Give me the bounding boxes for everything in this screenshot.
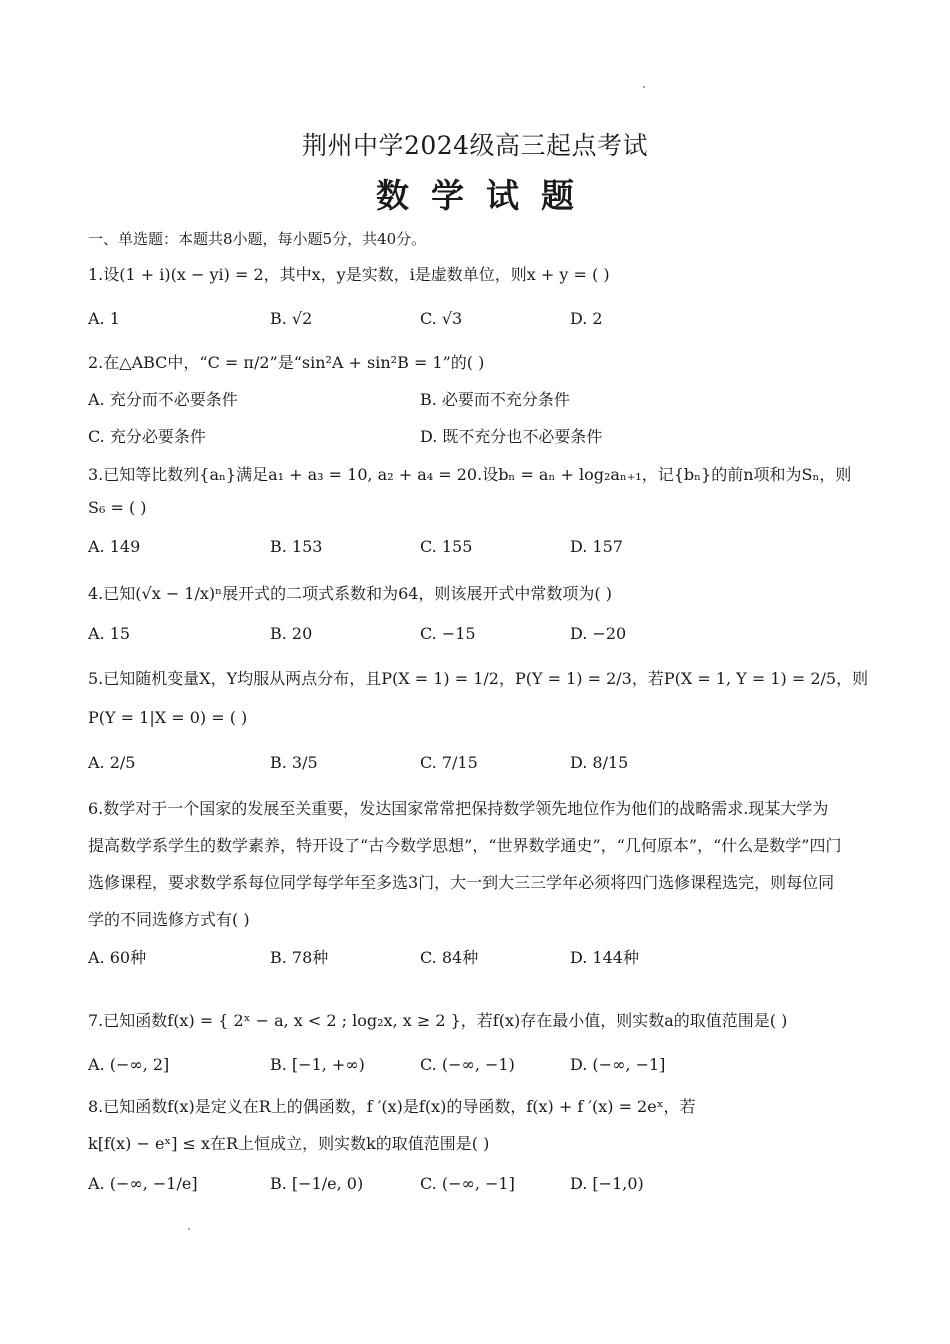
q5-option-b[interactable]: B. 3/5 xyxy=(270,753,318,772)
q5-option-d[interactable]: D. 8/15 xyxy=(570,753,629,772)
q3-option-b[interactable]: B. 153 xyxy=(270,537,323,556)
question-6-line-4: 学的不同选修方式有( ) xyxy=(88,910,250,929)
question-5-line-2: P(Y = 1|X = 0) = ( ) xyxy=(88,708,248,727)
question-3-line-1: 3.已知等比数列{aₙ}满足a₁ + a₃ = 10, a₂ + a₄ = 20.设bₙ = aₙ + log₂aₙ₊₁，记{bₙ}的前n项和为Sₙ，则 xyxy=(88,465,852,484)
q7-option-b[interactable]: B. [−1, +∞) xyxy=(270,1055,365,1074)
question-2: 2.在△ABC中，“C = π/2”是“sin²A + sin²B = 1”的( ) xyxy=(88,353,485,372)
q7-option-a[interactable]: A. (−∞, 2] xyxy=(88,1055,170,1074)
q1-option-c[interactable]: C. √3 xyxy=(420,309,463,328)
q7-option-c[interactable]: C. (−∞, −1) xyxy=(420,1055,515,1074)
q3-option-a[interactable]: A. 149 xyxy=(88,537,141,556)
q2-option-d[interactable]: D. 既不充分也不必要条件 xyxy=(420,427,603,446)
q4-option-c[interactable]: C. −15 xyxy=(420,624,476,643)
q1-option-a[interactable]: A. 1 xyxy=(88,309,120,328)
question-8-line-2: k[f(x) − eˣ] ≤ x在R上恒成立，则实数k的取值范围是( ) xyxy=(88,1134,490,1153)
question-4: 4.已知(√x − 1/x)ⁿ展开式的二项式系数和为64，则该展开式中常数项为( ) xyxy=(88,584,612,603)
question-6-line-3: 选修课程，要求数学系每位同学每学年至多选3门，大一到大三三学年必须将四门选修课程选完，则每位同 xyxy=(88,873,835,892)
q8-option-c[interactable]: C. (−∞, −1] xyxy=(420,1174,515,1193)
q5-option-c[interactable]: C. 7/15 xyxy=(420,753,478,772)
q6-option-b[interactable]: B. 78种 xyxy=(270,948,329,967)
q4-option-b[interactable]: B. 20 xyxy=(270,624,313,643)
q8-option-d[interactable]: D. [−1,0) xyxy=(570,1174,644,1193)
question-1: 1.设(1 + i)(x − yi) = 2，其中x，y是实数，i是虚数单位，则x + y = ( ) xyxy=(88,265,610,284)
q8-option-a[interactable]: A. (−∞, −1/e] xyxy=(88,1174,198,1193)
q3-option-c[interactable]: C. 155 xyxy=(420,537,473,556)
q1-option-b[interactable]: B. √2 xyxy=(270,309,313,328)
q6-option-c[interactable]: C. 84种 xyxy=(420,948,479,967)
q2-option-b[interactable]: B. 必要而不充分条件 xyxy=(420,390,570,409)
q5-option-a[interactable]: A. 2/5 xyxy=(88,753,136,772)
question-8-line-1: 8.已知函数f(x)是定义在R上的偶函数，f ′(x)是f(x)的导函数，f(x) + f ′(x) = 2eˣ，若 xyxy=(88,1097,696,1116)
q4-option-d[interactable]: D. −20 xyxy=(570,624,627,643)
q6-option-a[interactable]: A. 60种 xyxy=(88,948,147,967)
section-heading: 一、单选题：本题共8小题，每小题5分，共40分。 xyxy=(88,230,427,248)
question-6-line-1: 6.数学对于一个国家的发展至关重要，发达国家常常把保持数学领先地位作为他们的战略需求.现某大学为 xyxy=(88,799,829,818)
q8-option-b[interactable]: B. [−1/e, 0) xyxy=(270,1174,364,1193)
q2-option-c[interactable]: C. 充分必要条件 xyxy=(88,427,206,446)
question-6-line-2: 提高数学系学生的数学素养，特开设了“古今数学思想”，“世界数学通史”，“几何原本”，“什么是数学”四门 xyxy=(88,836,842,855)
subject-title: 数学试题 xyxy=(376,176,596,215)
q4-option-a[interactable]: A. 15 xyxy=(88,624,131,643)
scan-speck xyxy=(643,86,645,88)
q1-option-d[interactable]: D. 2 xyxy=(570,309,603,328)
q2-option-a[interactable]: A. 充分而不必要条件 xyxy=(88,390,238,409)
q3-option-d[interactable]: D. 157 xyxy=(570,537,623,556)
q7-option-d[interactable]: D. (−∞, −1] xyxy=(570,1055,666,1074)
q6-option-d[interactable]: D. 144种 xyxy=(570,948,639,967)
scan-speck xyxy=(188,1228,190,1230)
question-7: 7.已知函数f(x) = { 2ˣ − a, x < 2 ; log₂x, x ≥ 2 }，若f(x)存在最小值，则实数a的取值范围是( ) xyxy=(88,1011,788,1030)
question-5-line-1: 5.已知随机变量X，Y均服从两点分布，且P(X = 1) = 1/2，P(Y = 1) = 2/3，若P(X = 1, Y = 1) = 2/5，则 xyxy=(88,669,869,688)
question-3-line-2: S₆ = ( ) xyxy=(88,498,147,517)
exam-title: 荆州中学2024级高三起点考试 xyxy=(301,131,649,160)
